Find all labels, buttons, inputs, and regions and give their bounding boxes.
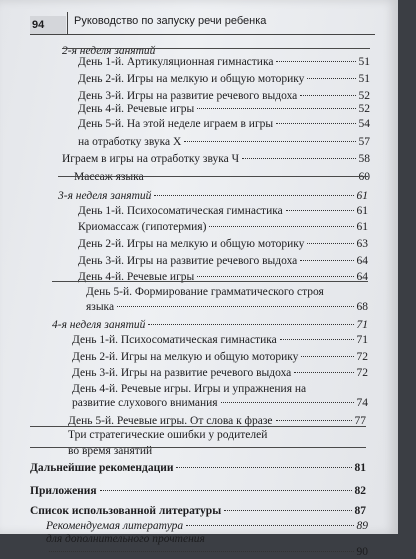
dot-leader (242, 158, 355, 159)
dot-leader (300, 95, 355, 96)
toc-entry (78, 254, 368, 268)
toc-entry (78, 135, 370, 149)
toc-entry-page: 61 (356, 205, 368, 217)
toc-entry-title: День 4-й. Речевые игры. Игры и упражнения на (72, 383, 307, 395)
dot-leader (49, 551, 354, 552)
dot-leader (209, 226, 353, 227)
toc-entry-page: 72 (356, 351, 368, 363)
toc-entry-title: 2-я неделя занятий (62, 45, 156, 57)
toc-entry-page: 58 (358, 153, 370, 165)
dot-leader (176, 467, 351, 468)
dot-leader (186, 525, 353, 526)
running-header (30, 12, 375, 35)
dot-leader (197, 108, 355, 109)
toc-entry-title: для дополнительного прочтения (46, 533, 205, 545)
toc-entry-page: 89 (356, 520, 368, 532)
toc-entry (78, 72, 370, 86)
dot-leader (294, 372, 353, 373)
book-title: Руководство по запуску речи ребенка (74, 15, 267, 27)
dot-leader (100, 490, 352, 491)
toc-entry-title: Криомассаж (гипотермия) (78, 221, 207, 233)
toc-entry-title: на отработку звука Х (78, 136, 182, 148)
dot-leader (117, 306, 353, 307)
section-divider (52, 281, 368, 282)
toc-entry-page: 71 (356, 319, 368, 331)
toc-entry (68, 428, 366, 442)
toc-entry (72, 396, 368, 410)
toc-entry-title: День 4-й. Речевые игры (78, 103, 195, 115)
toc-entry (46, 545, 368, 559)
toc-entry-page: 72 (356, 367, 368, 379)
toc-entry-page: 63 (356, 238, 368, 250)
toc-entry-page: 52 (358, 90, 370, 102)
toc-entry (62, 152, 370, 166)
page-number: 94 (30, 16, 66, 34)
toc-entry-title: Приложения (30, 485, 97, 497)
dot-leader (300, 260, 353, 261)
toc-entry-title: День 5-й. Речевые игры. От слова к фразе (68, 415, 273, 427)
toc-entry-title: Список использованной литературы (30, 505, 222, 517)
toc-entry (72, 382, 368, 396)
toc-entry (78, 89, 370, 103)
toc-entry-title: Три стратегические ошибки у родителей (68, 429, 268, 441)
toc-entry-title: День 2-й. Игры на мелкую и общую моторику (78, 238, 305, 250)
toc-entry (78, 102, 370, 116)
toc-entry-title: День 5-й. На этой неделе играем в игры (78, 118, 274, 130)
toc-entry-page: 87 (354, 505, 366, 517)
toc-entry-page: 54 (358, 118, 370, 130)
toc-entry (86, 300, 368, 314)
dot-leader (221, 402, 354, 403)
toc-entry-title: День 3-й. Игры на развитие речевого выдоха (72, 367, 292, 379)
toc-entry-page: 71 (356, 334, 368, 346)
dot-leader (301, 356, 353, 357)
toc-entry-page: 57 (358, 136, 370, 148)
section-divider (58, 176, 368, 177)
dot-leader (224, 510, 351, 511)
dot-leader (184, 141, 355, 142)
toc-entry-page: 61 (356, 221, 368, 233)
toc-entry-page: 64 (356, 255, 368, 267)
dot-leader (286, 210, 354, 211)
toc-entry-page: 61 (356, 190, 368, 202)
toc-entry-title: День 1-й. Артикуляционная гимнастика (78, 56, 274, 68)
dot-leader (154, 195, 353, 196)
toc-entry (86, 285, 368, 299)
toc-entry-page: 82 (354, 485, 366, 497)
toc-entry-title: 4-я неделя занятий (52, 319, 146, 331)
dot-leader (276, 123, 355, 124)
toc-entry-title: День 1-й. Психосоматическая гимнастика (72, 334, 277, 346)
toc-entry-page: 68 (356, 301, 368, 313)
toc-entry (78, 55, 370, 69)
toc-entry (72, 366, 368, 380)
toc-entry (78, 220, 368, 234)
section-divider (30, 426, 366, 427)
section-divider (62, 48, 370, 49)
dot-leader (276, 420, 352, 421)
toc-entry-title: языка (86, 301, 115, 313)
toc-entry-title: Играем в игры на отработку звука Ч (62, 153, 240, 165)
toc-entry-page: 74 (356, 397, 368, 409)
toc-entry (46, 519, 368, 533)
toc-entry-page: 51 (358, 56, 370, 68)
toc-entry (58, 189, 368, 203)
toc-entry-title: День 3-й. Игры на развитие речевого выдоха (78, 255, 298, 267)
toc-entry-title: День 5-й. Формирование грамматического строя (86, 286, 324, 298)
toc-entry-title: Рекомендуемая литература (46, 520, 184, 532)
toc-entry-page: 52 (358, 103, 370, 115)
toc-entry (72, 333, 368, 347)
toc-entry-title: 3-я неделя занятий (58, 190, 152, 202)
dot-leader (148, 324, 353, 325)
toc-entry (78, 237, 368, 251)
toc-entry-page: 77 (354, 415, 366, 427)
toc-entry-title: День 3-й. Игры на развитие речевого выдоха (78, 90, 298, 102)
toc-entry (52, 318, 368, 332)
toc-entry-title: День 4-й. Речевые игры (78, 271, 195, 283)
toc-entry-page: 64 (356, 271, 368, 283)
toc-entry-page: 81 (354, 462, 366, 474)
toc-entry-title: Массаж языка (74, 171, 144, 183)
dot-leader (280, 339, 354, 340)
toc-entry (30, 461, 366, 475)
toc-entry-title: развитие слухового внимания (72, 397, 218, 409)
section-divider (30, 447, 366, 448)
header-divider (67, 12, 68, 34)
dot-leader (197, 276, 353, 277)
toc-entry (78, 204, 368, 218)
toc-entry-title: День 2-й. Игры на мелкую и общую моторику (78, 73, 305, 85)
toc-entry (78, 117, 370, 131)
dot-leader (276, 61, 355, 62)
toc-entry-title: во время занятий (68, 445, 153, 457)
toc-entry-title: День 2-й. Игры на мелкую и общую моторику (72, 351, 299, 363)
toc-entry-page: 60 (358, 171, 370, 183)
dot-leader (307, 243, 353, 244)
toc-entry (46, 532, 368, 546)
toc-entry-page: 51 (358, 73, 370, 85)
toc-entry (74, 170, 370, 184)
toc-entry (30, 484, 366, 498)
toc-entry (30, 504, 366, 518)
toc-entry-title: Дальнейшие рекомендации (30, 462, 174, 474)
toc-entry (72, 350, 368, 364)
toc-entry-page: 90 (356, 546, 368, 558)
toc-entry-title: День 1-й. Психосоматическая гимнастика (78, 205, 283, 217)
dot-leader (307, 78, 355, 79)
